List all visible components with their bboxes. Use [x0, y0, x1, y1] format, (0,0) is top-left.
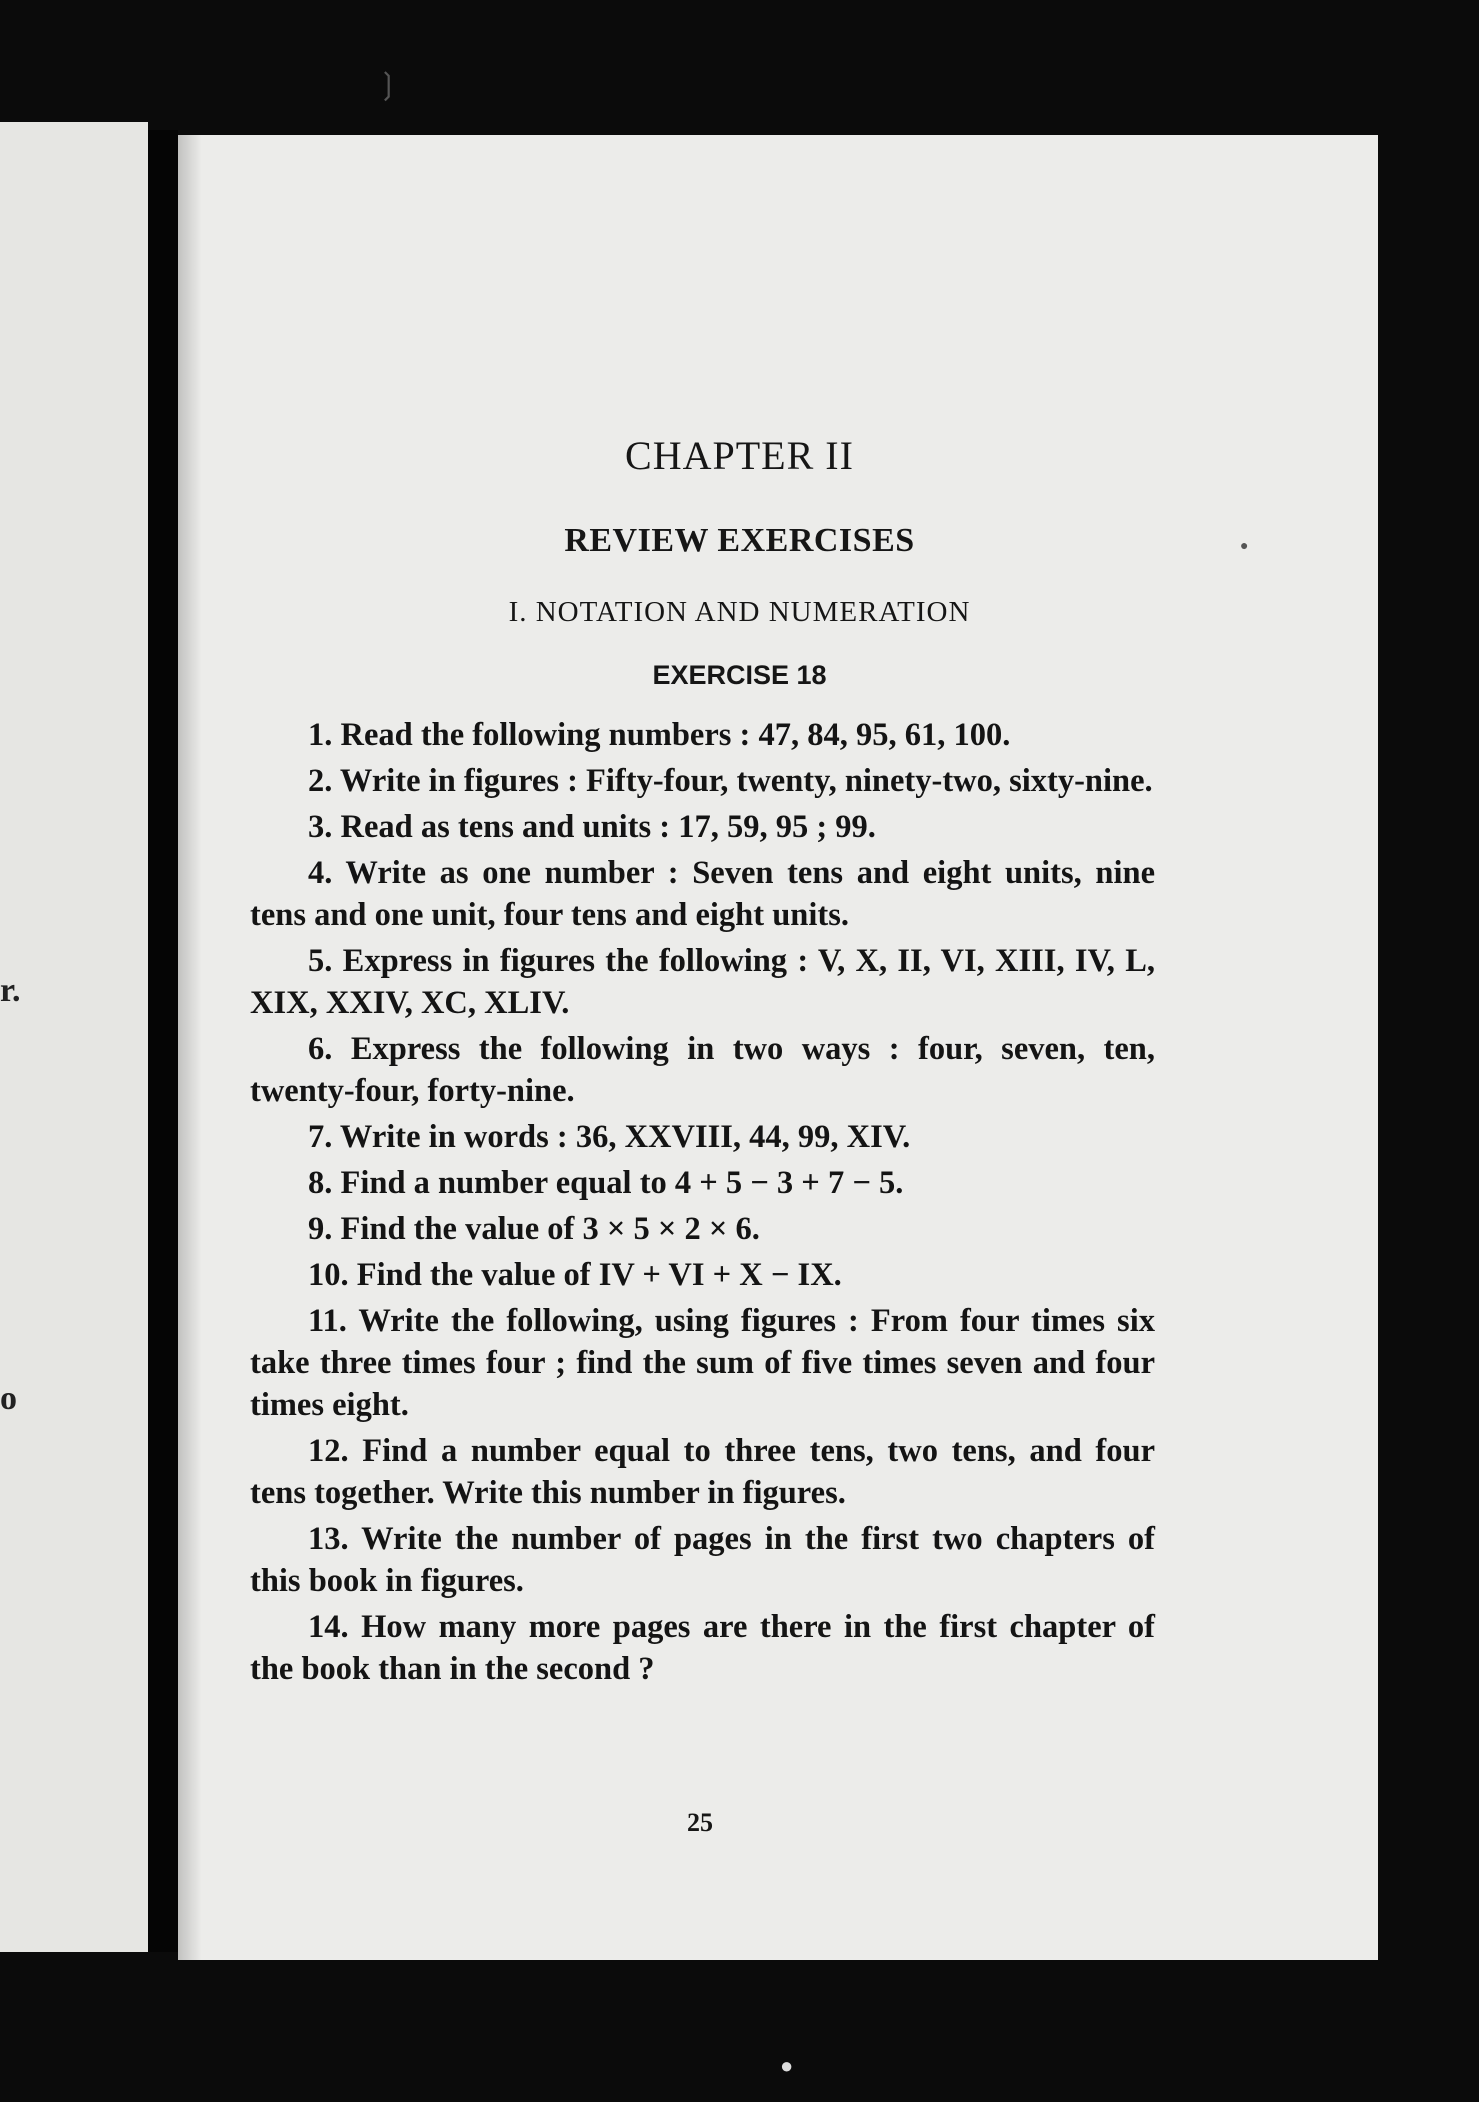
problem-text: Find a number equal to 4 + 5 − 3 + 7 − 5. — [340, 1165, 904, 1201]
problem-item — [250, 852, 1155, 936]
problem-number: 11. — [308, 1303, 347, 1339]
problem-text: Find the value of IV + VI + X − IX. — [356, 1257, 842, 1293]
problem-number: 7. — [308, 1119, 333, 1155]
problem-number: 2. — [308, 763, 333, 799]
problem-item — [250, 806, 1155, 848]
chapter-title: CHAPTER II — [625, 433, 854, 478]
problem-text: Express in figures the following : V, X, II, VI, XIII, IV, L, XIX, XXIV, XC, XLIV. — [250, 943, 1155, 1021]
problem-number: 12. — [308, 1433, 349, 1469]
problem-item — [250, 1028, 1155, 1112]
problem-text: Find the value of 3 × 5 × 2 × 6. — [340, 1211, 760, 1247]
problem-item — [250, 1430, 1155, 1514]
problem-list — [250, 714, 1155, 1694]
problem-text: Find a number equal to three tens, two tens, and four tens together. Write this number in figures. — [250, 1433, 1156, 1511]
problem-item — [250, 714, 1155, 756]
exercise-title: EXERCISE 18 — [652, 660, 827, 690]
section-heading: REVIEW EXERCISES — [564, 522, 915, 559]
left-page-fragment: r. — [0, 972, 21, 1009]
problem-item — [250, 1300, 1155, 1426]
problem-item — [250, 760, 1155, 802]
problem-item — [250, 1208, 1155, 1250]
left-page — [0, 122, 148, 1952]
problem-number: 14. — [308, 1609, 349, 1645]
problem-text: Write in figures : Fifty-four, twenty, ninety-two, sixty-nine. — [339, 763, 1153, 799]
problem-text: Read as tens and units : 17, 59, 95 ; 99. — [340, 809, 876, 845]
problem-text: Write the number of pages in the first two chapters of this book in figures. — [250, 1521, 1156, 1599]
problem-number: 3. — [308, 809, 333, 845]
page-gutter-shadow — [178, 135, 202, 1960]
problem-item — [250, 1254, 1155, 1296]
problem-text: How many more pages are there in the first chapter of the book than in the second ? — [250, 1609, 1156, 1687]
problem-text: Read the following numbers : 47, 84, 95, 61, 100. — [340, 717, 1011, 753]
left-page-fragment: o — [0, 1380, 17, 1417]
scan-speck: ❳ — [375, 68, 401, 101]
problem-number: 6. — [308, 1031, 333, 1067]
problem-number: 5. — [308, 943, 333, 979]
problem-text: Write as one number : Seven tens and eight units, nine tens and one unit, four tens and eight units. — [250, 855, 1155, 933]
problem-item — [250, 940, 1155, 1024]
subsection-title: I. NOTATION AND NUMERATION — [508, 596, 971, 628]
problem-item — [250, 1518, 1155, 1602]
problem-number: 13. — [308, 1521, 349, 1557]
page-number: 25 — [687, 1808, 713, 1837]
problem-number: 10. — [308, 1257, 349, 1293]
problem-number: 4. — [308, 855, 333, 891]
problem-number: 9. — [308, 1211, 333, 1247]
problem-item — [250, 1116, 1155, 1158]
problem-text: Write in words : 36, XXVIII, 44, 99, XIV. — [339, 1119, 911, 1155]
problem-item — [250, 1162, 1155, 1204]
problem-text: Express the following in two ways : four, seven, ten, twenty-four, forty-nine. — [250, 1031, 1155, 1109]
problem-item — [250, 1606, 1155, 1690]
problem-text: Write the following, using figures : From four times six take three times four ; find the sum of five times seven and four times eight. — [250, 1303, 1155, 1423]
scan-speck: ● — [1240, 539, 1249, 554]
book-spine — [148, 130, 178, 1952]
problem-number: 8. — [308, 1165, 333, 1201]
problem-number: 1. — [308, 717, 333, 753]
scan-speck: ● — [780, 2053, 794, 2078]
